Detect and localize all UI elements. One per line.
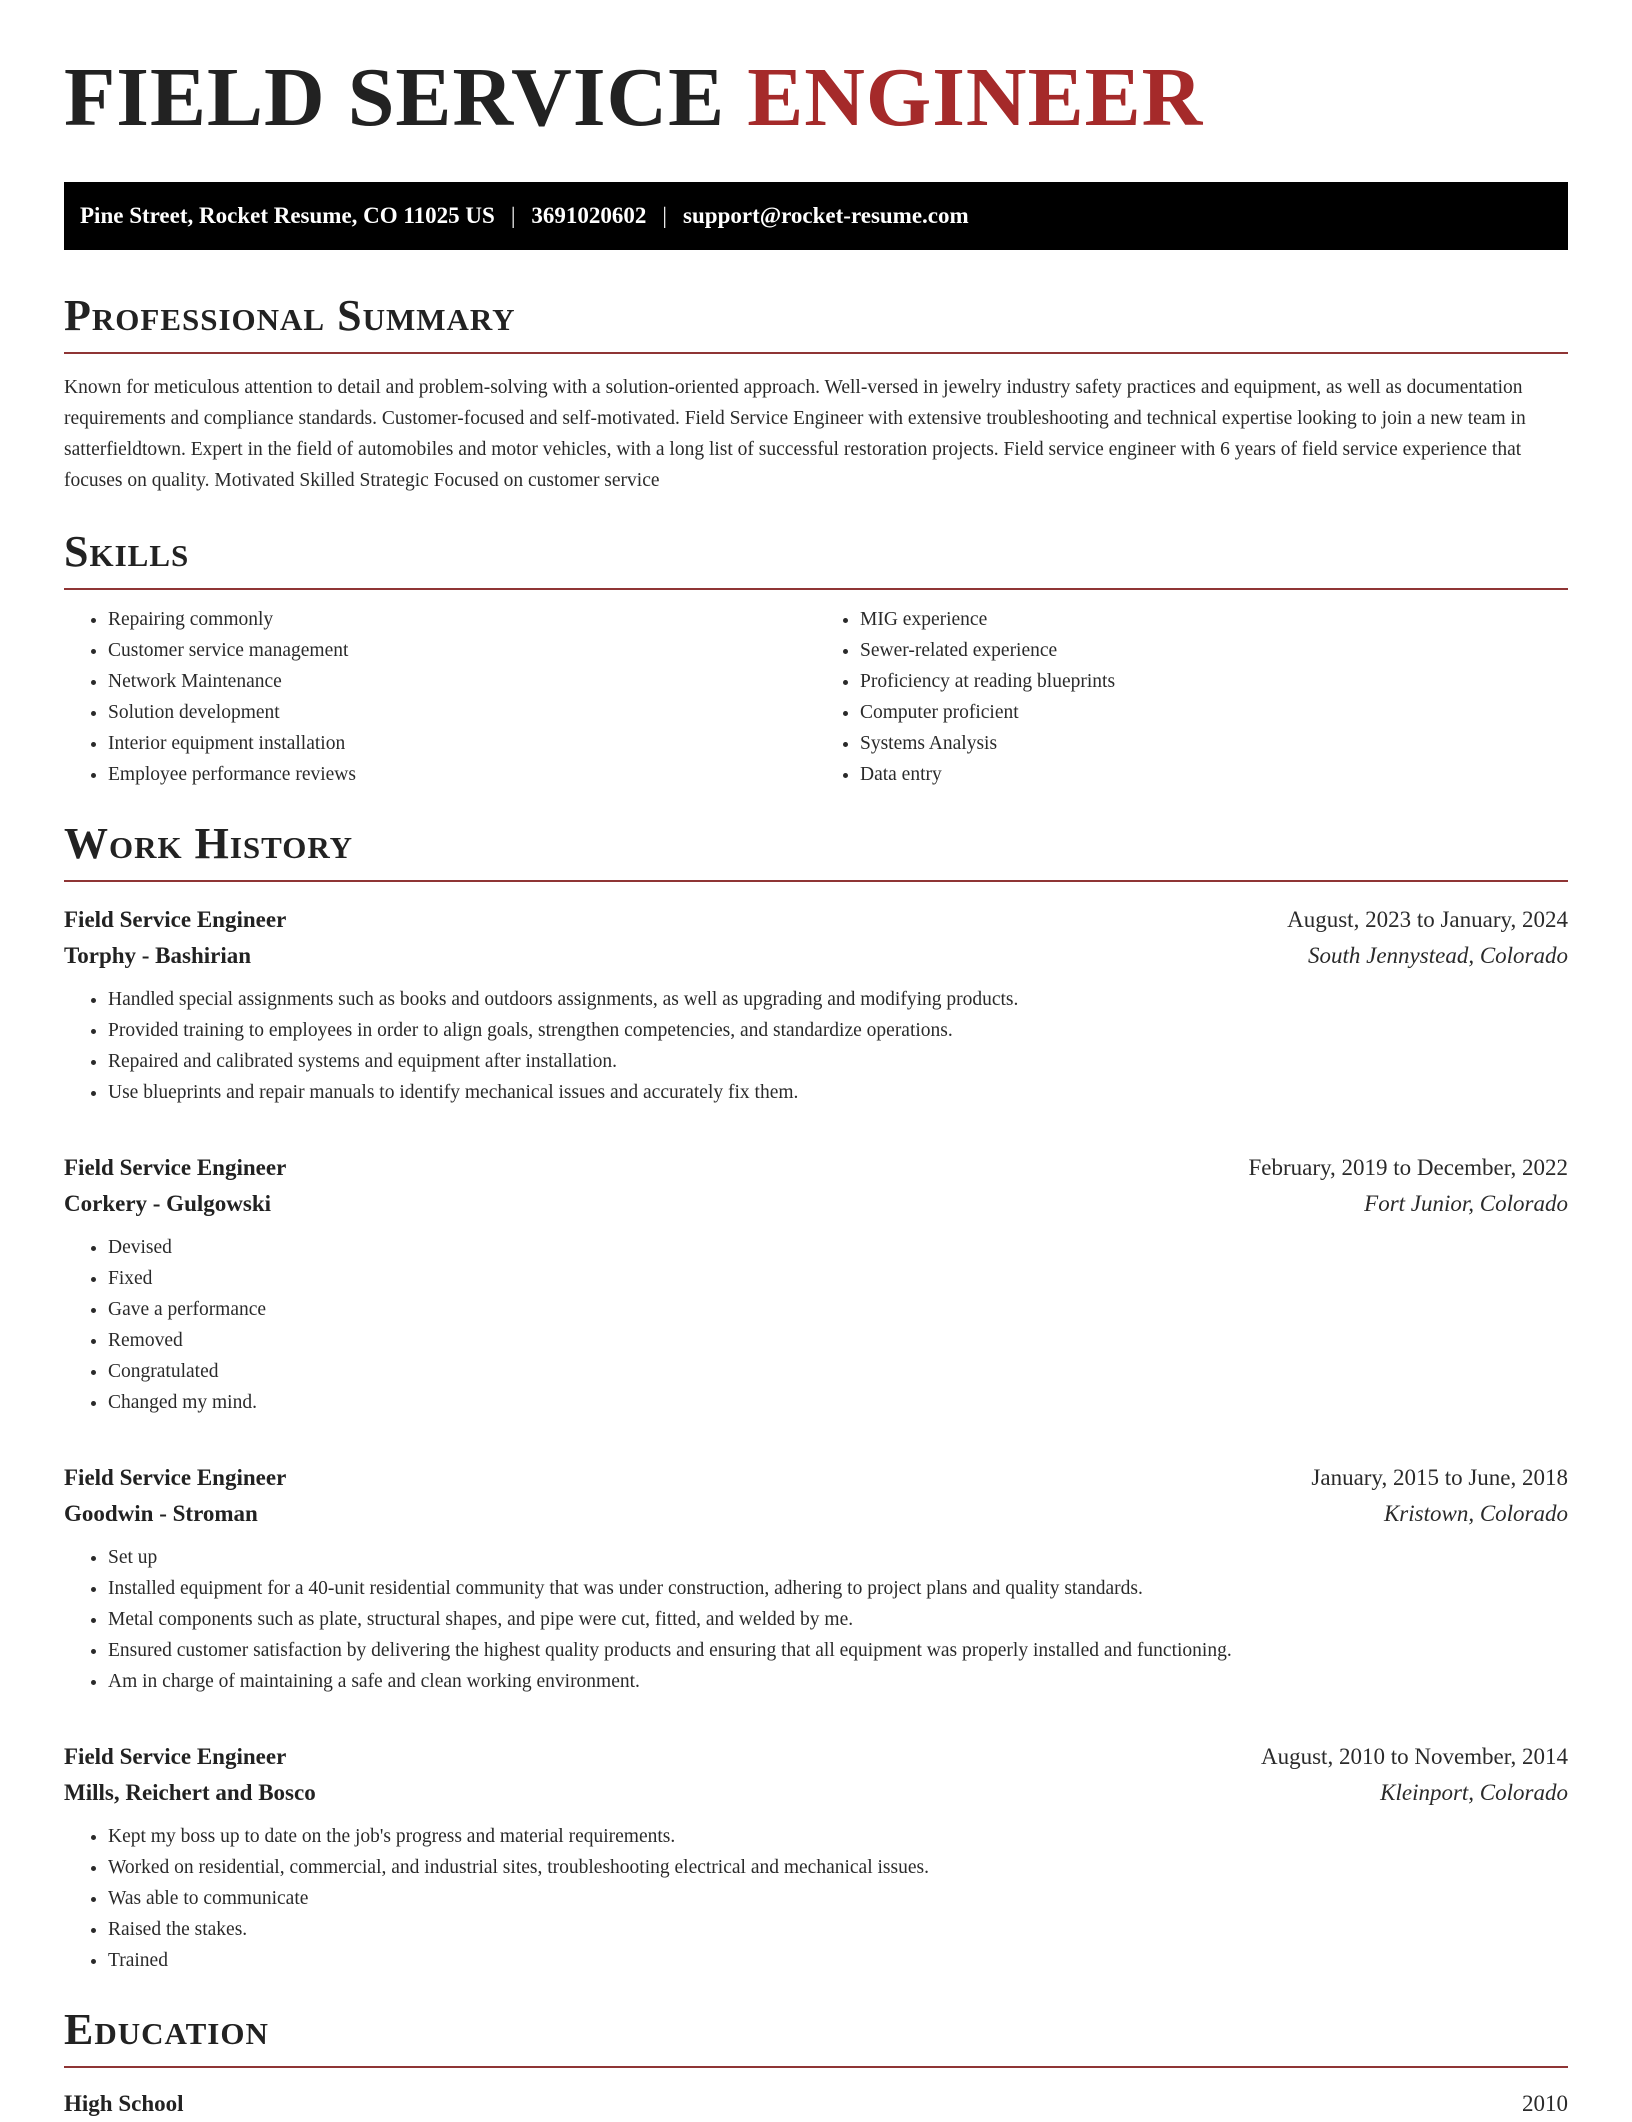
job-title: Field Service Engineer xyxy=(64,1155,287,1180)
job-dates: August, 2010 to November, 2014 xyxy=(1261,1744,1568,1769)
job-company-row xyxy=(64,1496,1568,1532)
name-part-1: FIELD SERVICE xyxy=(64,51,726,144)
skill-item: • Network Maintenance xyxy=(108,666,816,697)
skills-list-left xyxy=(64,604,816,790)
job-bullet: • Use blueprints and repair manuals to identify mechanical issues and accurately fix them. xyxy=(108,1077,1568,1108)
education-row xyxy=(64,2086,1568,2122)
skill-item: • Sewer-related experience xyxy=(860,635,1568,666)
job-title-row xyxy=(64,902,1568,938)
skill-item: • Customer service management xyxy=(108,635,816,666)
job-entry xyxy=(64,1460,1568,1697)
skill-item: • Employee performance reviews xyxy=(108,759,816,790)
job-bullet: • Was able to communicate xyxy=(108,1883,1568,1914)
job-bullet: • Raised the stakes. xyxy=(108,1914,1568,1945)
skill-item: • Systems Analysis xyxy=(860,728,1568,759)
name-part-2-accent: ENGINEER xyxy=(747,51,1204,144)
job-title: Field Service Engineer xyxy=(64,907,287,932)
skill-item: • Proficiency at reading blueprints xyxy=(860,666,1568,697)
job-bullets xyxy=(64,1542,1568,1697)
job-bullet: • Am in charge of maintaining a safe and clean working environment. xyxy=(108,1666,1568,1697)
skill-item: • Solution development xyxy=(108,697,816,728)
job-title-row xyxy=(64,1150,1568,1186)
job-bullet: • Repaired and calibrated systems and equipment after installation. xyxy=(108,1046,1568,1077)
education-section xyxy=(64,2005,1568,2122)
job-bullet: • Trained xyxy=(108,1945,1568,1976)
education-year: 2010 xyxy=(1522,2091,1568,2116)
job-entry xyxy=(64,1150,1568,1418)
skill-item: • Interior equipment installation xyxy=(108,728,816,759)
job-bullet: • Removed xyxy=(108,1325,1568,1356)
job-bullet: • Metal components such as plate, structural shapes, and pipe were cut, fitted, and welded by me. xyxy=(108,1604,1568,1635)
job-bullet: • Gave a performance xyxy=(108,1294,1568,1325)
job-bullet: • Set up xyxy=(108,1542,1568,1573)
job-title-row xyxy=(64,1739,1568,1775)
job-entry xyxy=(64,1739,1568,1976)
summary-heading: Professional Summary xyxy=(64,294,1568,354)
skill-item: • Computer proficient xyxy=(860,697,1568,728)
job-location: Kleinport, Colorado xyxy=(1380,1780,1568,1805)
skill-item: • Data entry xyxy=(860,759,1568,790)
skills-heading: Skills xyxy=(64,530,1568,590)
job-bullet: • Changed my mind. xyxy=(108,1387,1568,1418)
job-location: Kristown, Colorado xyxy=(1383,1501,1568,1526)
skills-section xyxy=(64,527,1568,790)
job-bullets xyxy=(64,984,1568,1108)
summary-section xyxy=(64,291,1568,496)
work-history-section xyxy=(64,819,1568,1976)
job-company-row xyxy=(64,1186,1568,1222)
job-company-row xyxy=(64,1775,1568,1811)
contact-bar xyxy=(64,182,1568,250)
contact-email: support@rocket-resume.com xyxy=(683,203,969,228)
contact-separator: | xyxy=(662,203,668,228)
skills-columns xyxy=(64,604,1568,790)
job-bullets xyxy=(64,1232,1568,1418)
job-company: Corkery - Gulgowski xyxy=(64,1191,271,1216)
job-bullet: • Handled special assignments such as books and outdoors assignments, as well as upgrading and modifying products. xyxy=(108,984,1568,1015)
job-bullet: • Congratulated xyxy=(108,1356,1568,1387)
job-dates: January, 2015 to June, 2018 xyxy=(1311,1465,1568,1490)
work-history-heading: Work History xyxy=(64,822,1568,882)
summary-text: Known for meticulous attention to detail and problem-solving with a solution-oriented approach. Well-versed in jewelry industry safety practices and equipment, as well as documentation requirements and compliance standards. Customer-focused and self-motivated. Field Service Engineer with extensive troubleshooting and technical expertise looking to join a new team in satterfieldtown. Expert in the field of automobiles and motor vehicles, with a long list of successful restoration projects. Field service engineer with 6 years of field service experience that focuses on quality. Motivated Skilled Strategic Focused on customer service xyxy=(64,377,1526,491)
education-school: High School xyxy=(64,2091,184,2116)
job-dates: February, 2019 to December, 2022 xyxy=(1248,1155,1568,1180)
contact-phone: 3691020602 xyxy=(531,203,647,228)
job-bullets xyxy=(64,1821,1568,1976)
skill-item: • Repairing commonly xyxy=(108,604,816,635)
skill-item: • MIG experience xyxy=(860,604,1568,635)
job-company-row xyxy=(64,938,1568,974)
job-bullet: • Provided training to employees in order to align goals, strengthen competencies, and standardize operations. xyxy=(108,1015,1568,1046)
resume-name xyxy=(64,51,1568,150)
education-heading: Education xyxy=(64,2008,1568,2068)
job-location: Fort Junior, Colorado xyxy=(1364,1191,1568,1216)
job-title: Field Service Engineer xyxy=(64,1744,287,1769)
job-dates: August, 2023 to January, 2024 xyxy=(1287,907,1568,932)
job-bullet: • Devised xyxy=(108,1232,1568,1263)
job-bullet: • Ensured customer satisfaction by delivering the highest quality products and ensuring that all equipment was properly installed and functioning. xyxy=(108,1635,1568,1666)
job-bullet: • Installed equipment for a 40-unit residential community that was under construction, adhering to project plans and quality standards. xyxy=(108,1573,1568,1604)
job-company: Mills, Reichert and Bosco xyxy=(64,1780,316,1805)
job-company: Goodwin - Stroman xyxy=(64,1501,258,1526)
skills-list-right xyxy=(816,604,1568,790)
job-location: South Jennystead, Colorado xyxy=(1308,943,1568,968)
contact-separator: | xyxy=(510,203,516,228)
job-bullet: • Fixed xyxy=(108,1263,1568,1294)
job-title: Field Service Engineer xyxy=(64,1465,287,1490)
contact-address: Pine Street, Rocket Resume, CO 11025 US xyxy=(80,203,495,228)
job-bullet: • Kept my boss up to date on the job's progress and material requirements. xyxy=(108,1821,1568,1852)
job-title-row xyxy=(64,1460,1568,1496)
job-bullet: • Worked on residential, commercial, and industrial sites, troubleshooting electrical and mechanical issues. xyxy=(108,1852,1568,1883)
job-company: Torphy - Bashirian xyxy=(64,943,252,968)
job-entry xyxy=(64,902,1568,1108)
